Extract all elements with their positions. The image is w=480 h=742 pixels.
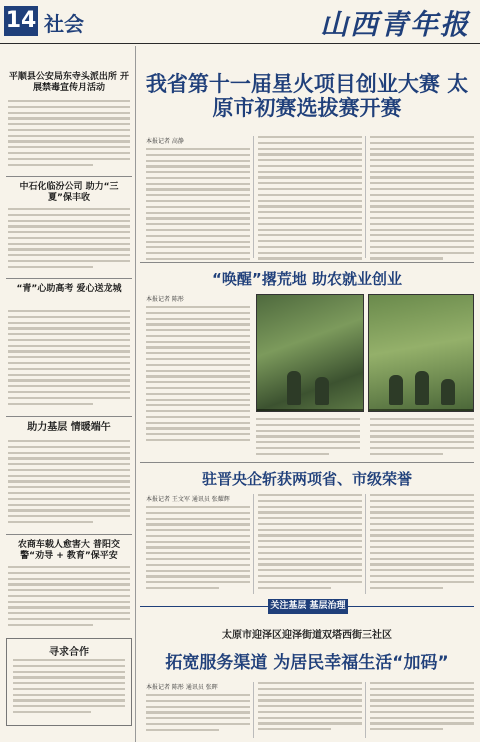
kicker-4: 太原市迎泽区迎泽街道双塔西街三社区 bbox=[222, 630, 392, 641]
contact-box bbox=[6, 638, 132, 726]
sidebar-rule bbox=[6, 534, 132, 535]
column-divider bbox=[253, 682, 254, 738]
story2-col3 bbox=[370, 418, 474, 458]
headline-4: 拓宽服务渠道 为居民幸福生活“加码” bbox=[165, 653, 449, 673]
section-rule bbox=[140, 462, 474, 463]
story2-col1 bbox=[146, 306, 250, 445]
story1-col1 bbox=[146, 148, 250, 264]
story2-col2 bbox=[256, 418, 360, 458]
story1-col3 bbox=[370, 136, 474, 263]
page-number: 14 bbox=[4, 6, 38, 36]
masthead-logo: 山西青年报 bbox=[319, 8, 470, 41]
sidebar-rule bbox=[6, 176, 132, 177]
byline-2: 本报记者 陈彤 bbox=[146, 296, 184, 303]
column-divider bbox=[365, 494, 366, 594]
byline-1: 本报记者 高静 bbox=[146, 138, 184, 145]
page-header bbox=[0, 0, 480, 44]
sidebar-rule bbox=[6, 416, 132, 417]
sidebar-story3-title: “青”心助高考 爱心送龙城 bbox=[16, 284, 122, 294]
story4-col1 bbox=[146, 694, 250, 734]
sidebar-story2-body bbox=[8, 208, 130, 272]
farm-photo-2 bbox=[368, 294, 474, 412]
farm-photo-1 bbox=[256, 294, 364, 412]
headline-3: 驻晋央企斩获两项省、市级荣誉 bbox=[201, 470, 412, 488]
story4-col3 bbox=[370, 682, 474, 734]
sidebar-story5-body bbox=[8, 566, 130, 630]
byline-3: 本报记者 王文军 通讯员 张耀辉 bbox=[146, 496, 230, 503]
column-divider bbox=[253, 136, 254, 258]
sidebar-story4-title: 助力基层 情暖端午 bbox=[27, 422, 111, 433]
sidebar-story4-body bbox=[8, 440, 130, 527]
section-rule bbox=[140, 262, 474, 263]
byline-4: 本报记者 陈彤 通讯员 张晖 bbox=[146, 684, 218, 691]
story4-col2 bbox=[258, 682, 362, 734]
column-divider bbox=[365, 136, 366, 258]
photo-caption-1 bbox=[257, 409, 363, 411]
photo-caption-2 bbox=[369, 409, 473, 411]
headline-1: 我省第十一届星火项目创业大赛 太原市初赛选拔赛开赛 bbox=[145, 72, 469, 120]
contact-text bbox=[13, 659, 125, 717]
sidebar-story3-body bbox=[8, 310, 130, 408]
sidebar-story1-title: 平顺县公安局东寺头派出所 开展禁毒宣传月活动 bbox=[8, 72, 130, 93]
column-divider bbox=[253, 494, 254, 594]
section-name: 社会 bbox=[44, 12, 84, 36]
sidebar-rule bbox=[6, 278, 132, 279]
story1-col2 bbox=[258, 136, 362, 263]
contact-title: 寻求合作 bbox=[49, 647, 89, 658]
column-divider bbox=[365, 682, 366, 738]
story3-col2 bbox=[258, 494, 362, 592]
section-band-label: 关注基层 基层治理 bbox=[268, 599, 348, 614]
story3-col1 bbox=[146, 506, 250, 593]
story3-col3 bbox=[370, 494, 474, 592]
sidebar-story2-title: 中石化临汾公司 助力“三夏”保丰收 bbox=[19, 182, 119, 203]
sidebar-story5-title: 农商车载人愈害大 普阳交警“劝导 + 教育”保平安 bbox=[17, 540, 121, 561]
headline-2: “唤醒”撂荒地 助农就业创业 bbox=[212, 270, 402, 288]
sidebar-story1-body bbox=[8, 100, 130, 169]
